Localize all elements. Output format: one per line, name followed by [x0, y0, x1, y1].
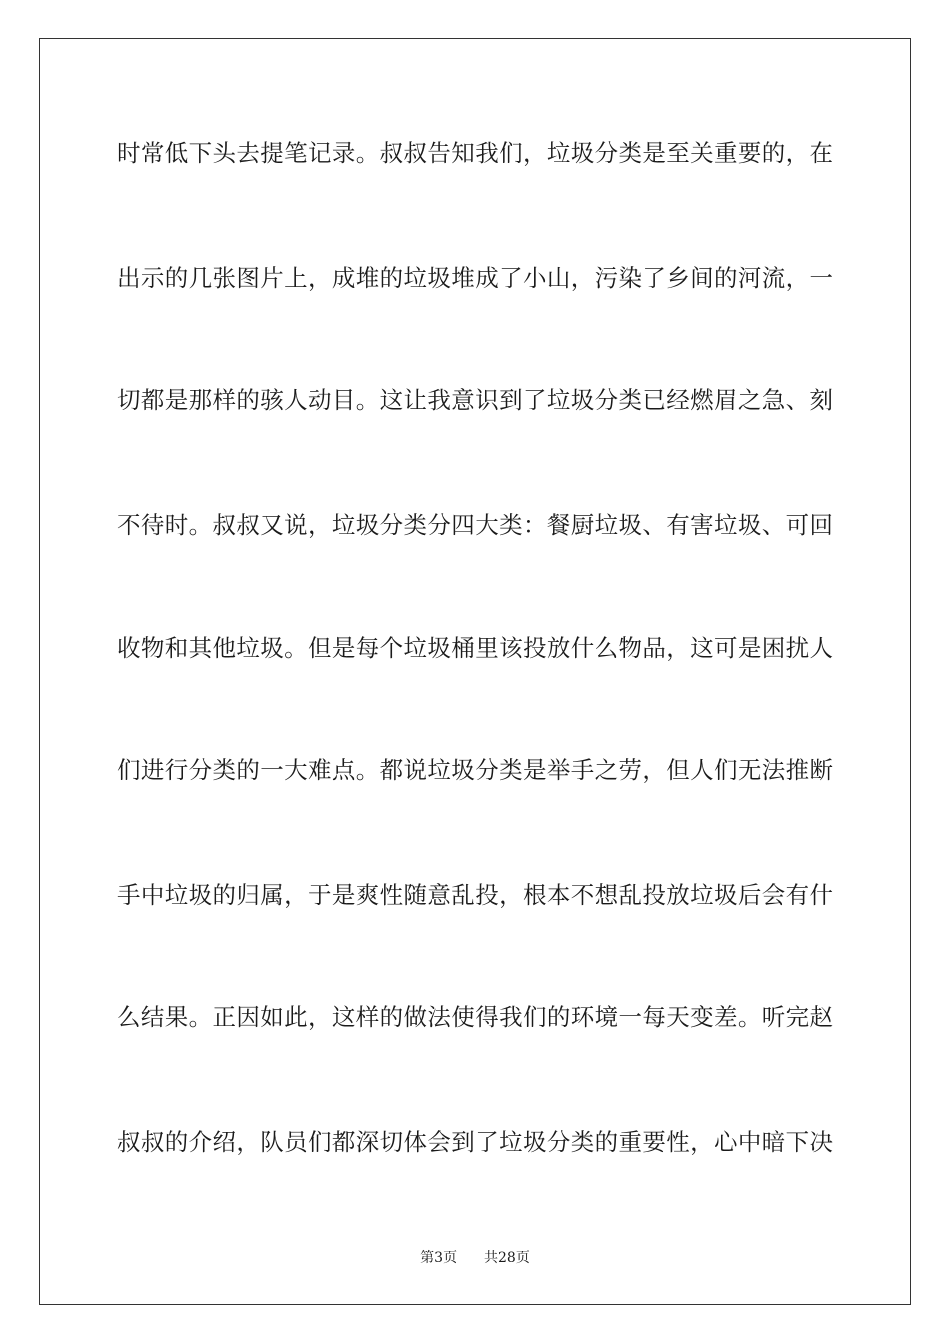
body-text-line: 不待时。叔叔又说，垃圾分类分四大类：餐厨垃圾、有害垃圾、可回 [117, 511, 833, 539]
body-text-line: 么结果。正因如此，这样的做法使得我们的环境一每天变差。听完赵 [117, 1003, 833, 1031]
body-text-line: 收物和其他垃圾。但是每个垃圾桶里该投放什么物品，这可是困扰人 [117, 634, 833, 662]
body-text-line: 们进行分类的一大难点。都说垃圾分类是举手之劳，但人们无法推断 [117, 756, 833, 784]
body-text-line: 时常低下头去提笔记录。叔叔告知我们，垃圾分类是至关重要的，在 [117, 139, 833, 167]
body-text-line: 手中垃圾的归属，于是爽性随意乱投，根本不想乱投放垃圾后会有什 [117, 881, 833, 909]
body-text-line: 出示的几张图片上，成堆的垃圾堆成了小山，污染了乡间的河流，一 [117, 264, 833, 292]
body-text-line: 叔叔的介绍，队员们都深切体会到了垃圾分类的重要性，心中暗下决 [117, 1128, 833, 1156]
page-border [39, 38, 911, 1305]
page-footer [0, 1247, 950, 1267]
page-number: 第3页 [420, 1250, 458, 1266]
page-total: 共28页 [484, 1250, 530, 1266]
body-text-line: 切都是那样的骇人动目。这让我意识到了垃圾分类已经燃眉之急、刻 [117, 386, 833, 414]
